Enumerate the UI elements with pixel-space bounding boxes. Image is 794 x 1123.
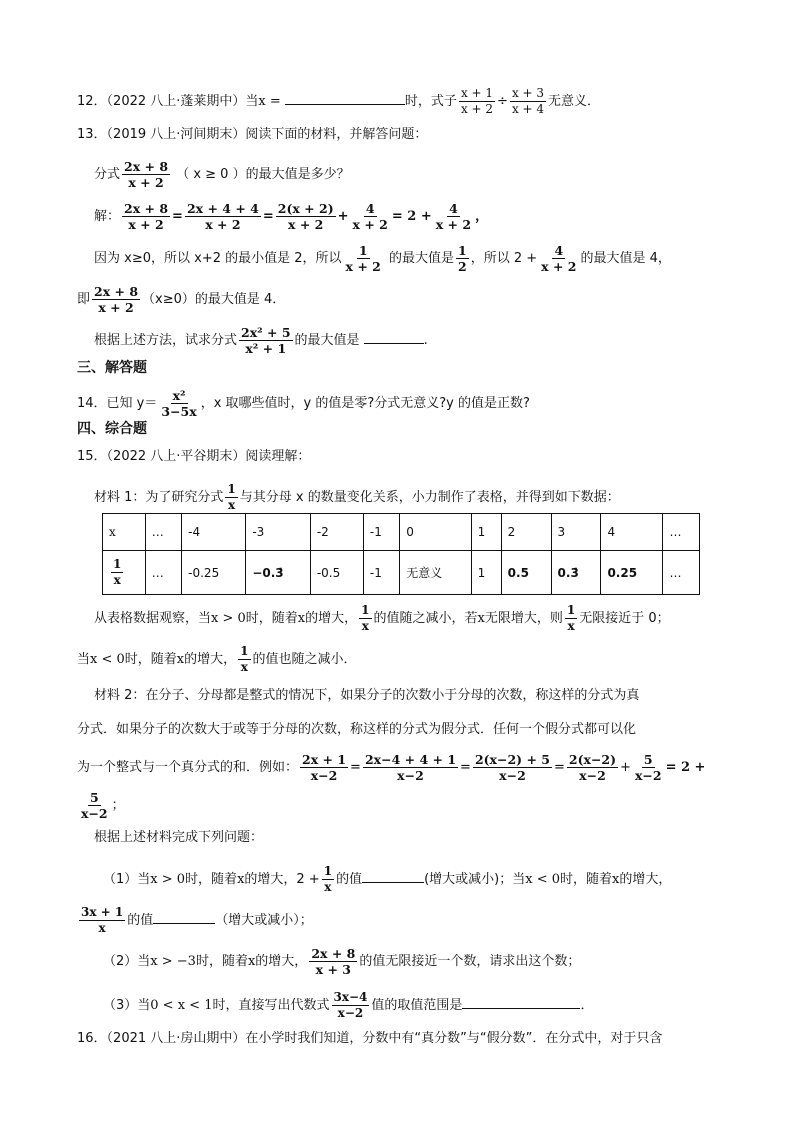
section-4-heading: 四、综合题 [77,421,147,437]
table-row: $\frac{1}{x}$ … -0.25 −0.3̇ -0.5 -1 无意义 1 0.5 0.3̇ 0.25 … [103,551,700,595]
q13-solution: 解： $\frac{2x + 8}{x + 2}$ = $\frac{2x + 4 + 4}{x + 2}$ = $\frac{2(x + 2)}{x + 2}$ + $\frac{4}{x + 2}$ = 2 + $\frac{4}{x + 2}$ ， [94,201,489,232]
q12-number: 12． [77,94,107,109]
q13-question: 分式 $\frac{2x + 8}{x + 2}$ （ x ≥ 0 ）的最大值是多少？ [94,159,350,190]
q13-reason: 因为 x≥0，所以 x+2 的最小值是 2，所以 $\frac{1}{x + 2}$ 的最大值是 $\frac{1}{2}$ ，所以 2 + $\frac{4}{x + 2}$ 的最大值是 4， [94,243,671,274]
q15-part-1-cont: $\frac{3x + 1}{x}$ 的值 （增大或减小）； [81,905,313,935]
q15-material-2-line4: $\frac{5}{x-2}$ ； [81,790,125,821]
q15-material-1: 材料 1：为了研究分式 $\frac{1}{x}$ 与其分母 x 的数量变化关系，小力制作了表格，并得到如下数据： [94,482,620,512]
q15-observation-1: 从表格数据观察，当x > 0时，随着x的增大， $\frac{1}{x}$ 的值随之减小，若x无限增大，则 $\frac{1}{x}$ 无限接近于 0； [94,603,670,633]
q15-part-2: （2）当x > −3时，随着x的增大， $\frac{2x + 8}{x + 3}$ 的值无限接近一个数，请求出这个数； [103,946,581,977]
q15-header: 15．（2022 八上·平谷期末）阅读理解： [77,449,311,464]
q13-header: 13．（2019 八上·河间期末）阅读下面的材料，并解答问题： [77,127,428,142]
q15-observation-2: 当x < 0时，随着x的增大， $\frac{1}{x}$ 的值也随之减小． [77,644,357,674]
q14-line: 14．已知 y＝ $\frac{\text{x²}}{3-5x}$ ，x 取哪些值时，y 的值是零?分式无意义?y 的值是正数? [77,388,530,419]
q15-task: 根据上述材料完成下列问题： [94,830,264,845]
q12-fraction-1: $\frac{x + 1}{x + 2}$ [460,86,494,116]
q15-part-3: （3）当0 < x < 1时，直接写出代数式 $\frac{3x-4}{x-2}$ 值的取值范围是 ． [103,990,594,1020]
q13-conclusion: 即 $\frac{2x + 8}{x + 2}$ （x≥0）的最大值是 4． [77,284,286,315]
q13-ask: 根据上述方法，试求分式 $\frac{\text{2x² + 5}}{\text{x² + 1}}$ 的最大值是 . [94,325,428,356]
q16-line: 16．（2021 八上·房山期中）在小学时我们知道，分数中有“真分数”与“假分数”．在分式中，对于只含 [77,1031,663,1046]
q12-line: 12．（2022 八上·蓬莱期中）当x = 时，式子 $\frac{x + 1}{x + 2}$ ÷ $\frac{x + 3}{x + 4}$ 无意义． [77,86,601,116]
q12-answer-blank[interactable] [285,90,405,105]
section-3-heading: 三、解答题 [77,360,147,376]
q15-material-2-line3: 为一个整式与一个真分式的和．例如： $\frac{2x + 1}{x-2}$ = $\frac{2x-4 + 4 + 1}{x-2}$ = $\frac{2(x-2) + 5}{x-2}$ = $\frac{2(x-2)}{x-2}$ + $\frac{5}{x-2}$ = 2 + [77,752,706,783]
table-row: x … -4 -3 -2 -1 0 1 2 3 4 … [103,514,700,551]
data-table [102,513,700,595]
q12-source: （2022 八上·蓬莱期中） [106,94,246,109]
q15-part-1-blank-1[interactable] [362,868,424,883]
q15-material-2-line1: 材料 2：在分子、分母都是整式的情况下，如果分子的次数小于分母的次数，称这样的分式为真 [94,688,640,703]
q15-material-2-line2: 分式．如果分子的次数大于或等于分母的次数，称这样的分式为假分式．任何一个假分式都可以化 [77,722,637,737]
q12-fraction-2: $\frac{x + 3}{x + 4}$ [511,86,545,116]
q13-answer-blank[interactable] [364,329,424,344]
q15-part-1-blank-2[interactable] [153,909,215,924]
q15-part-1: （1）当x > 0时，随着x的增大，2 + $\frac{1}{x}$ 的值 (增大或减小)；当x < 0时，随着x的增大， [103,864,672,894]
q15-part-3-blank[interactable] [462,994,580,1009]
